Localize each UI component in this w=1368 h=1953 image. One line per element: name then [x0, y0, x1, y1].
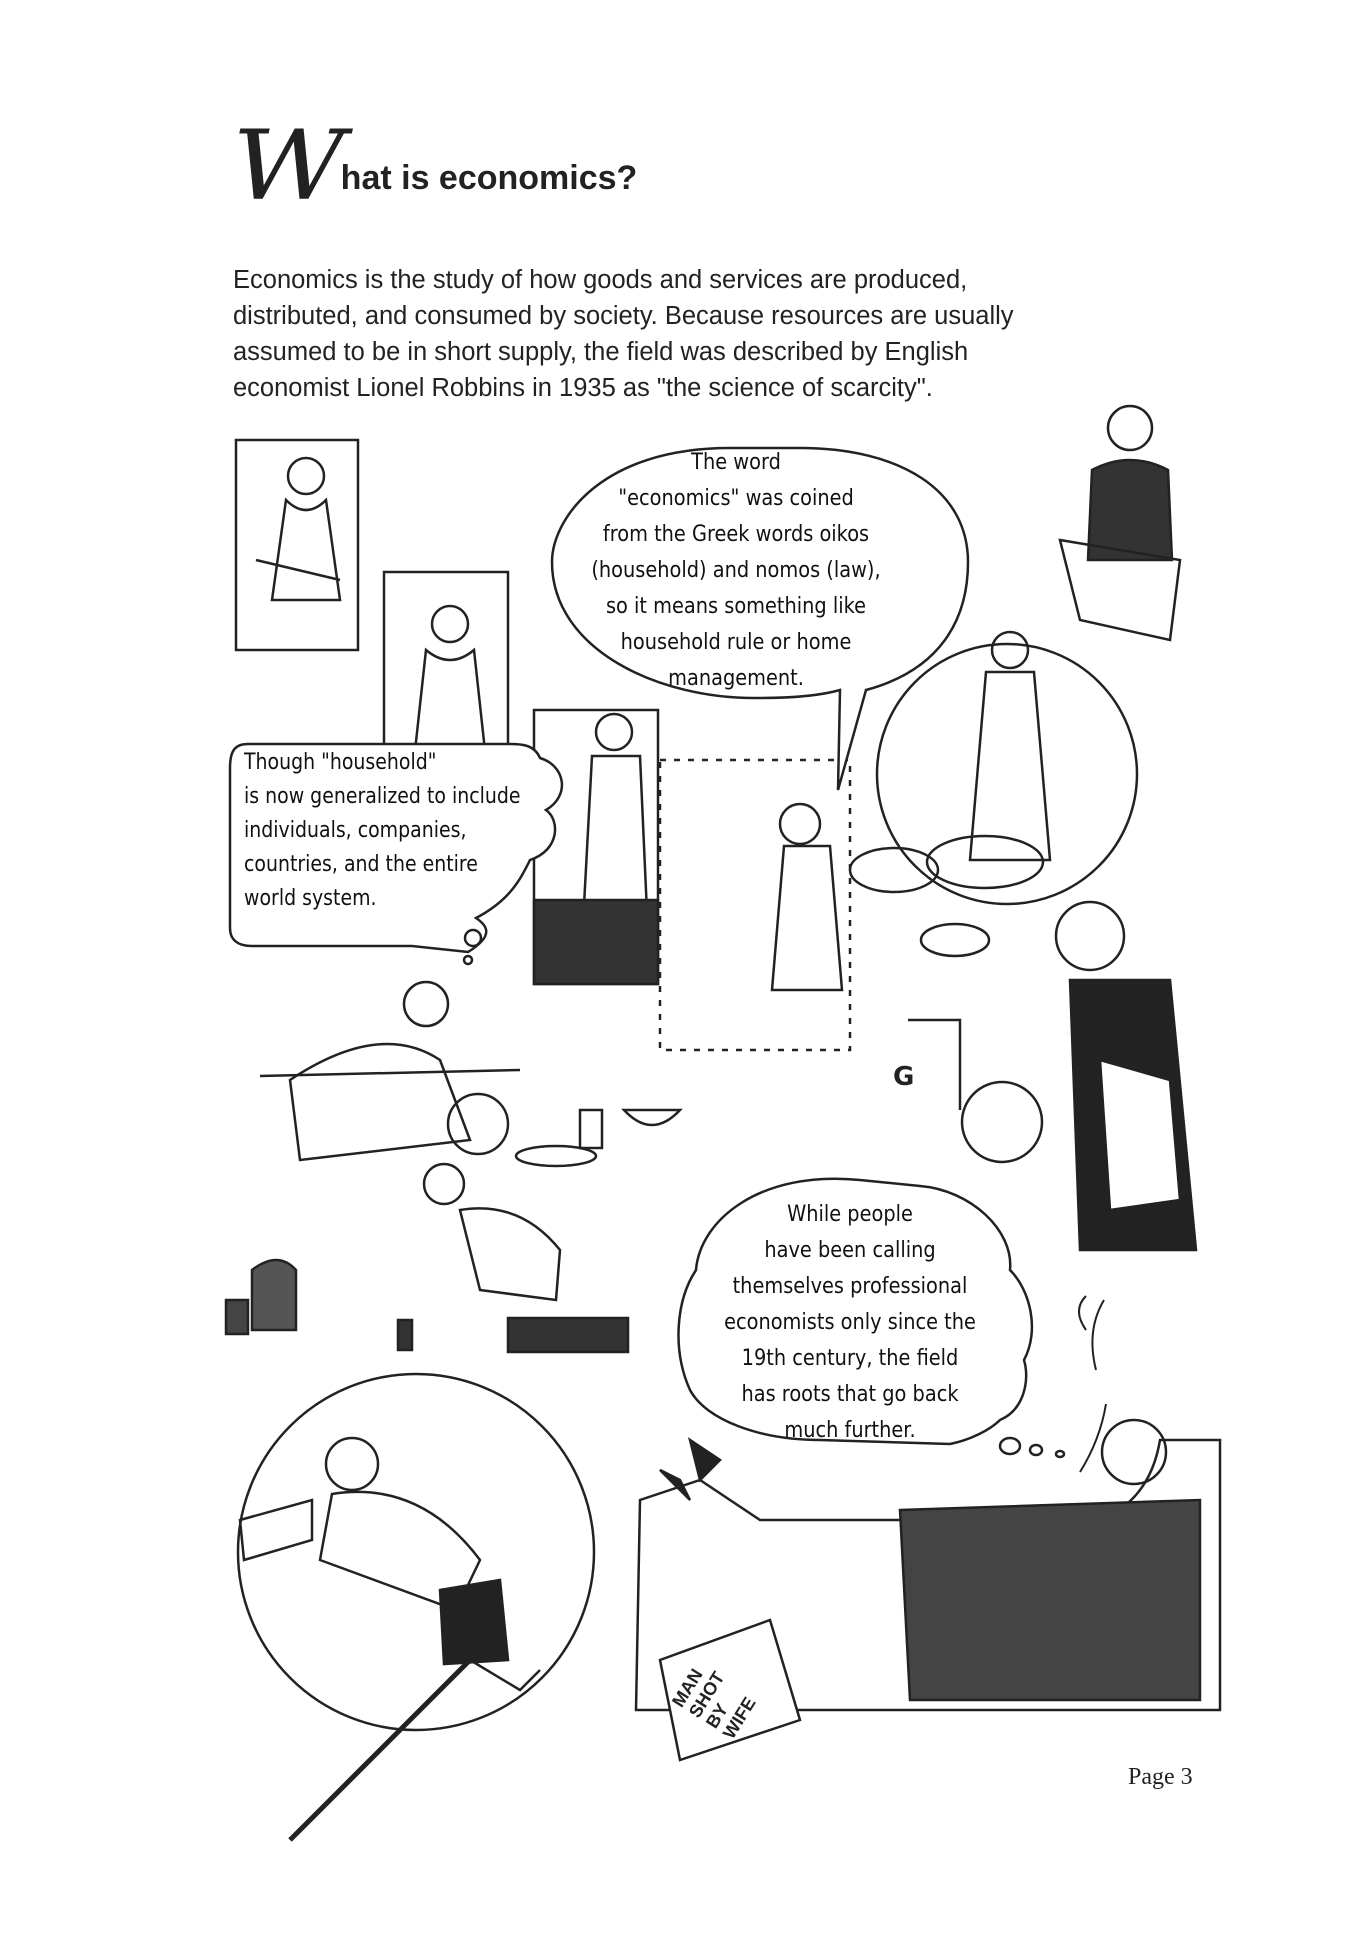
- bubble-household-text: Though "household" is now generalized to include individuals, companies, countries, and the entire world system.: [244, 750, 521, 911]
- round-panel-scrubbing: [238, 1374, 594, 1730]
- woman-dishes-figure: [1056, 902, 1124, 970]
- round-panel-kitchen: [877, 644, 1137, 904]
- woman-window-figure: [780, 804, 820, 844]
- bowl-icon: [850, 848, 938, 892]
- panel-woman-sewing: [384, 572, 508, 762]
- woman-cloth-figure: [1108, 406, 1152, 450]
- newspaper-headline: MAN SHOT BY WIFE: [668, 1665, 760, 1743]
- bubble-roots-text: While people have been calling themselves professional economists only since the 19th century, the field has roots that go back much further.: [724, 1201, 976, 1443]
- title-dropcap: W: [232, 110, 341, 222]
- woman-jars-figure: [424, 1164, 464, 1204]
- page-number: Page 3: [1128, 1764, 1193, 1790]
- stamp-icon: G: [893, 1062, 915, 1092]
- title-text: hat is economics?: [340, 159, 638, 197]
- woman-bowl-figure: [404, 982, 448, 1026]
- intro-paragraph: Economics is the study of how goods and services are produced, distributed, and consumed by society. Because resources are usually assumed to be in short supply, the field was described by English economist Lionel Robbins in 1935 as "the science of scarcity".: [233, 266, 1014, 402]
- bubble-word-origin-text: The word "economics" was coined from the Greek words oikos (household) and nomos (law), so it means something like household rule or home management.: [591, 449, 881, 691]
- panel-woman-table: [236, 440, 358, 650]
